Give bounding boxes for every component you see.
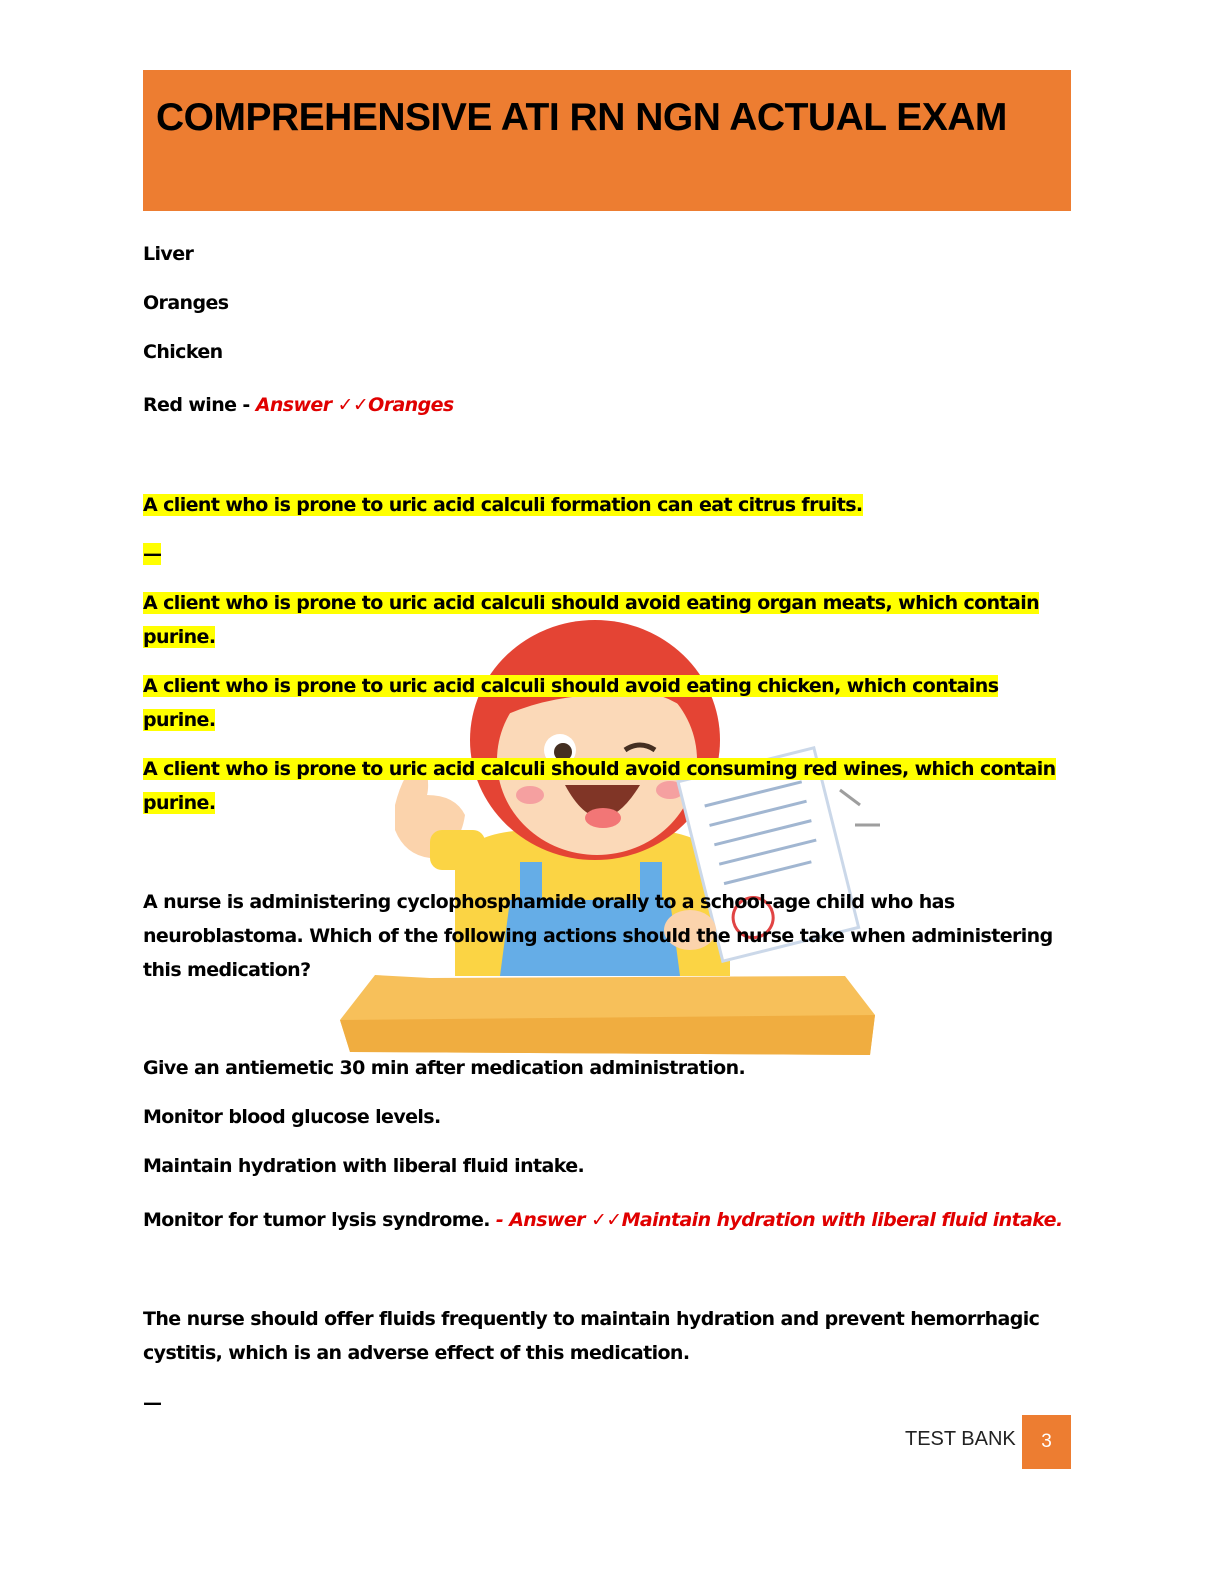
footer-label: TEST BANK <box>905 1428 1016 1450</box>
rationale-citrus: A client who is prone to uric acid calculi formation can eat citrus fruits. <box>143 494 863 516</box>
rationale-chicken: A client who is prone to uric acid calculi should avoid eating chicken, which contains purine. <box>143 675 999 731</box>
option-chicken: Chicken <box>143 341 223 363</box>
option-oranges: Oranges <box>143 292 229 314</box>
rationale-line <box>143 669 1068 737</box>
rationale-organ-meats: A client who is prone to uric acid calculi should avoid eating organ meats, which contain purine. <box>143 592 1040 648</box>
rationale-separator <box>143 537 1068 571</box>
title-banner <box>143 70 1071 211</box>
rationale-red-wine: A client who is prone to uric acid calculi should avoid consuming red wines, which contain purine. <box>143 758 1056 814</box>
separator-dash: — <box>143 1392 162 1414</box>
rationale-paragraph: The nurse should offer fluids frequently to maintain hydration and prevent hemorrhagic cystitis, which is an adverse effect of this medication. <box>143 1308 1040 1364</box>
option-tumor-lysis-label: Monitor for tumor lysis syndrome. <box>143 1209 490 1231</box>
answer-text: Answer ✓✓Oranges <box>255 394 454 416</box>
option-red-wine-label: Red wine - <box>143 394 250 416</box>
page-title: COMPREHENSIVE ATI RN NGN ACTUAL EXAM <box>156 96 1007 139</box>
option-antiemetic: Give an antiemetic 30 min after medication administration. <box>143 1057 746 1079</box>
option-tumor-lysis <box>143 1203 1063 1237</box>
answer-text: - Answer ✓✓Maintain hydration with liberal fluid intake. <box>495 1209 1063 1231</box>
option-liver: Liver <box>143 243 194 265</box>
rationale-line <box>143 752 1068 820</box>
page-number: 3 <box>1022 1415 1071 1469</box>
rationale-line <box>143 488 1068 522</box>
separator-dash: — <box>143 543 162 565</box>
option-blood-glucose: Monitor blood glucose levels. <box>143 1106 441 1128</box>
option-hydration: Maintain hydration with liberal fluid intake. <box>143 1155 585 1177</box>
option-red-wine <box>143 388 454 422</box>
question-stem: A nurse is administering cyclophosphamide orally to a school-age child who has neuroblastoma. Which of the following actions should the nurse take when administering this medication? <box>143 891 1053 981</box>
rationale-line <box>143 586 1068 654</box>
